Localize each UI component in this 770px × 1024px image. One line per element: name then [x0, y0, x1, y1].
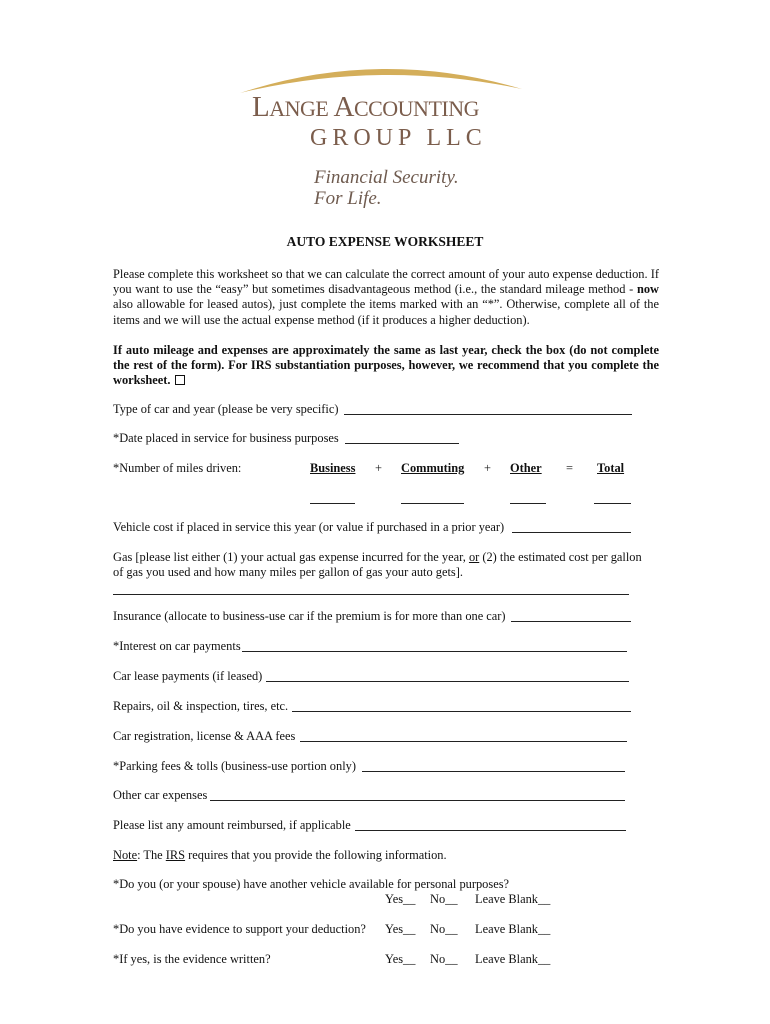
- same-as-last-year-note: If auto mileage and expenses are approximately the same as last year, check the box (do not complete the rest of the form). For IRS substantiation purposes, however, we recommend that you complete the worksheet.: [113, 343, 659, 388]
- question-2-yes[interactable]: Yes__: [385, 922, 416, 936]
- field-gas: Gas [please list either (1) your actual gas expense incurred for the year, or (2) the estimated cost per gallon: [113, 550, 642, 564]
- field-registration: Car registration, license & AAA fees: [113, 729, 296, 743]
- field-vehicle-cost: Vehicle cost if placed in service this year (or value if purchased in a prior year): [113, 520, 505, 534]
- question-3: *If yes, is the evidence written?: [113, 952, 271, 966]
- field-insurance: Insurance (allocate to business-use car if the premium is for more than one car): [113, 609, 506, 623]
- field-interest: *Interest on car payments: [113, 639, 241, 653]
- question-2-leave-blank[interactable]: Leave Blank__: [475, 922, 551, 936]
- question-2: *Do you have evidence to support your deduction?: [113, 922, 366, 936]
- field-parking: *Parking fees & tolls (business-use portion only): [113, 759, 356, 773]
- field-miles-label: *Number of miles driven:: [113, 461, 242, 475]
- miles-col-business: Business: [310, 461, 356, 475]
- company-logo: [230, 55, 530, 215]
- question-1-yes[interactable]: Yes__: [385, 892, 416, 906]
- logo-tagline-2: For Life.: [314, 188, 382, 209]
- other-input[interactable]: [210, 800, 625, 801]
- intro-paragraph: Please complete this worksheet so that we can calculate the correct amount of your auto expense deduction. If you want to use the “easy” but sometimes disadvantageous method (i.e., the standard mileage method - now also allowable for leased autos), just complete the items marked with an “*”. Otherwise, complete all of the items and we will use the actual expense method (if it produces a higher deduction).: [113, 267, 659, 327]
- miles-business-input[interactable]: [310, 503, 355, 504]
- field-gas-line2: of gas you used and how many miles per gallon of gas your auto gets].: [113, 565, 463, 579]
- question-1: *Do you (or your spouse) have another vehicle available for personal purposes?: [113, 877, 510, 891]
- question-3-leave-blank[interactable]: Leave Blank__: [475, 952, 551, 966]
- registration-input[interactable]: [300, 741, 627, 742]
- lease-input[interactable]: [266, 681, 629, 682]
- miles-plus-2: +: [484, 461, 491, 475]
- gas-input[interactable]: [113, 594, 629, 595]
- date-service-input[interactable]: [345, 443, 459, 444]
- field-reimbursed: Please list any amount reimbursed, if applicable: [113, 818, 351, 832]
- logo-group: GROUP LLC: [310, 125, 487, 151]
- logo-name: LANGE ACCOUNTING: [252, 91, 479, 123]
- miles-plus-1: +: [375, 461, 382, 475]
- reimbursed-input[interactable]: [355, 830, 626, 831]
- miles-col-other: Other: [510, 461, 542, 475]
- question-1-leave-blank[interactable]: Leave Blank__: [475, 892, 551, 906]
- repairs-input[interactable]: [292, 711, 631, 712]
- field-other: Other car expenses: [113, 788, 208, 802]
- question-1-no[interactable]: No__: [430, 892, 458, 906]
- insurance-input[interactable]: [511, 621, 631, 622]
- car-type-input[interactable]: [344, 414, 632, 415]
- miles-col-total: Total: [597, 461, 625, 475]
- logo-tagline-1: Financial Security.: [314, 167, 459, 188]
- same-as-last-year-checkbox[interactable]: [175, 375, 185, 385]
- question-2-no[interactable]: No__: [430, 922, 458, 936]
- miles-col-commuting: Commuting: [401, 461, 465, 475]
- miles-total-input[interactable]: [594, 503, 631, 504]
- field-date-service: *Date placed in service for business purposes: [113, 431, 339, 445]
- miles-equals: =: [566, 461, 573, 475]
- field-lease: Car lease payments (if leased): [113, 669, 263, 683]
- irs-note: Note: The IRS requires that you provide the following information.: [113, 848, 447, 862]
- vehicle-cost-input[interactable]: [512, 532, 631, 533]
- question-3-no[interactable]: No__: [430, 952, 458, 966]
- page-title: AUTO EXPENSE WORKSHEET: [286, 234, 484, 249]
- interest-input[interactable]: [242, 651, 627, 652]
- question-3-yes[interactable]: Yes__: [385, 952, 416, 966]
- miles-other-input[interactable]: [510, 503, 546, 504]
- field-car-type: Type of car and year (please be very specific): [113, 402, 339, 416]
- miles-commuting-input[interactable]: [401, 503, 464, 504]
- parking-input[interactable]: [362, 771, 625, 772]
- field-repairs: Repairs, oil & inspection, tires, etc.: [113, 699, 289, 713]
